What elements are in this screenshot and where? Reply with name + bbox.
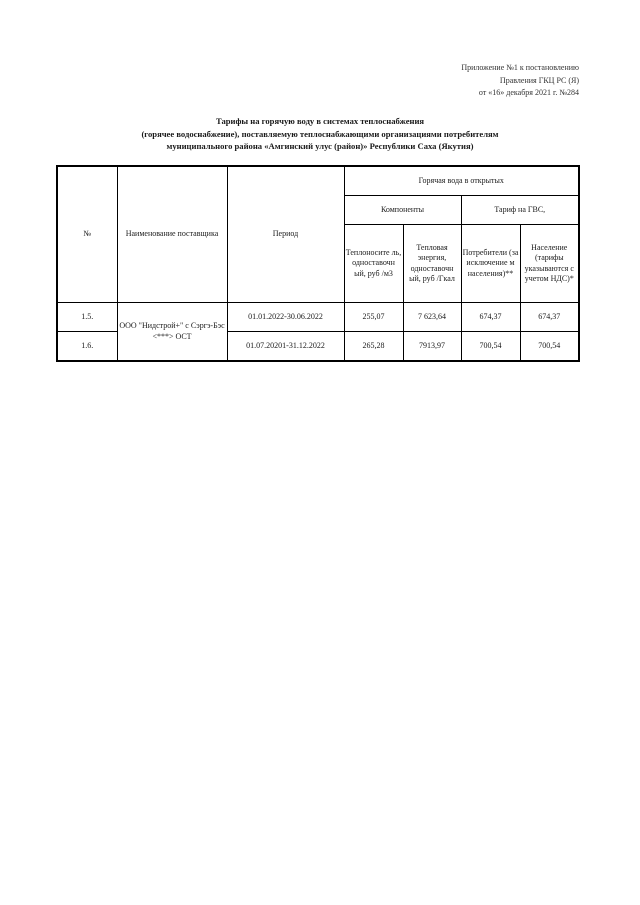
header-tariff-gvs: Тариф на ГВС, [461, 196, 579, 225]
header-components: Компоненты [344, 196, 461, 225]
table-row [57, 303, 579, 332]
row-heat-energy: 7913,97 [403, 332, 461, 362]
row-consumers: 700,54 [461, 332, 520, 362]
appendix-line-2: Правления ГКЦ РС (Я) [499, 75, 579, 85]
row-consumers: 674,37 [461, 303, 520, 332]
header-heat-carrier: Теплоносите ль, одноставочн ый, руб /м3 [344, 225, 403, 303]
row-population: 674,37 [520, 303, 579, 332]
header-population: Население (тарифы указываются с учетом НДС)* [520, 225, 579, 303]
row-heat-carrier: 255,07 [344, 303, 403, 332]
title-line-1: Тарифы на горячую воду в системах теплоснабжения [215, 116, 425, 126]
supplier-name: ООО "Нидстрой+" с Сэргэ-Бэс <***> ОСТ [117, 303, 227, 362]
appendix-note [461, 62, 579, 100]
header-heat-energy: Тепловая энергия, одноставочн ый, руб /Гкал [403, 225, 461, 303]
row-heat-carrier: 265,28 [344, 332, 403, 362]
title-line-2: (горячее водоснабжение), поставляемую теплоснабжающими организациями потребителям [141, 128, 499, 139]
header-period: Период [227, 166, 344, 303]
header-consumers: Потребители (за исключение м населения)** [461, 225, 520, 303]
appendix-line-1: Приложение №1 к постановлению [461, 63, 579, 72]
row-population: 700,54 [520, 332, 579, 362]
row-no: 1.5. [57, 303, 117, 332]
tariff-table [56, 165, 580, 362]
title-line-3: муниципального района «Амгинский улус (район)» Республики Саха (Якутия) [166, 141, 474, 151]
row-heat-energy: 7 623,64 [403, 303, 461, 332]
header-supplier: Наименование поставщика [117, 166, 227, 303]
row-no: 1.6. [57, 332, 117, 362]
appendix-line-3: от «16» декабря 2021 г. №284 [478, 88, 579, 97]
header-hot-water-open: Горячая вода в открытых [344, 166, 579, 196]
header-no: № [57, 166, 117, 303]
row-period: 01.01.2022-30.06.2022 [227, 303, 344, 332]
row-period: 01.07.20201-31.12.2022 [227, 332, 344, 362]
document-title [40, 115, 600, 153]
